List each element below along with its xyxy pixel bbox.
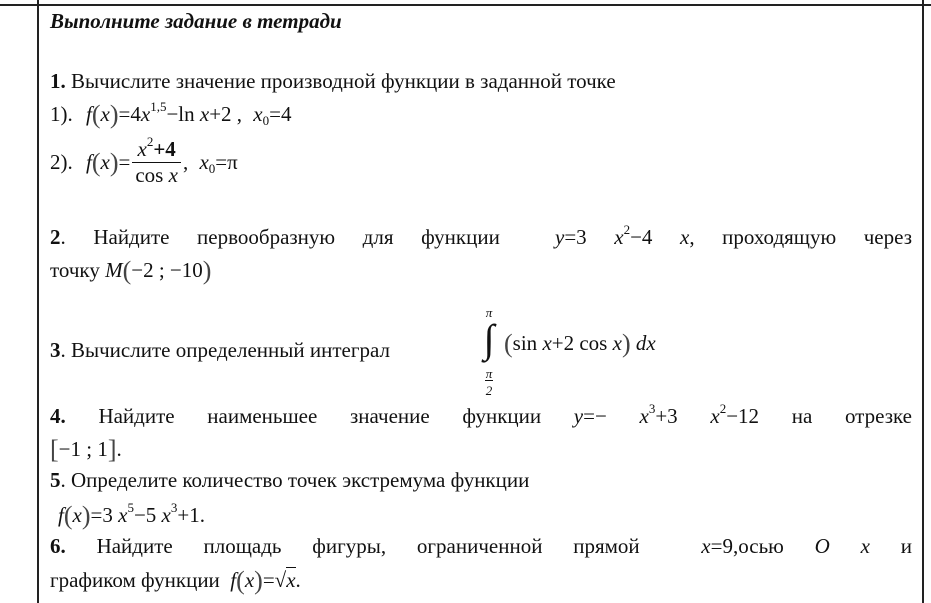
formula-tail: +2: [209, 102, 232, 126]
task-4-number: 4.: [50, 404, 66, 428]
sqrt-icon: √: [274, 568, 287, 592]
formula-x: x: [140, 102, 151, 126]
formula-eq: =: [118, 150, 131, 175]
fraction-numerator: $x^2+4$: [132, 137, 181, 163]
point-name: M: [105, 258, 123, 282]
integral-lower-num: π: [485, 365, 493, 381]
task-3-number: 3: [50, 338, 61, 362]
task-5-text: . Определите количество точек экстремума функции: [60, 468, 530, 492]
task-5-formula: f(x)=3 $x^5-5$ $x^3+1$.: [58, 500, 205, 530]
interval: −1 ; 1: [58, 437, 108, 461]
formula-comma: ,: [236, 102, 243, 126]
task-4-line-2: [−1 ; 1].: [50, 435, 122, 464]
fraction-denominator: cos x: [135, 163, 178, 188]
formula-x0-value: =4: [269, 102, 292, 126]
table-border-right: [922, 0, 924, 603]
formula-eq: =4: [118, 102, 141, 126]
page-title: Выполните задание в тетради: [50, 9, 342, 33]
formula-x: x: [199, 102, 210, 126]
task-1-text: Вычислите значение производной функции в заданной точке: [71, 69, 616, 93]
integrand: (sin x+2 cos x) dx: [504, 329, 656, 358]
task-1-number: 1.: [50, 69, 66, 93]
formula-x: x: [100, 150, 110, 175]
point-coordinates: −2 ; −10: [131, 258, 203, 282]
task-6-line-2: графиком функции f(x)=√x.: [50, 566, 301, 595]
integral-sign: π ∫ π 2: [474, 305, 504, 397]
sqrt-argument: x: [286, 568, 296, 592]
task-6-number: 6.: [50, 534, 66, 558]
task-5-heading: [50, 468, 529, 493]
formula-ln: −ln: [166, 102, 195, 126]
formula-x0-sub: 0: [262, 113, 270, 128]
task-2-line-2: точку M(−2 ; −10): [50, 256, 212, 285]
task-6-text: Найдите площадь фигуры, ограниченной прямой: [96, 534, 640, 558]
formula-x0: x: [253, 102, 263, 126]
formula-fraction: [132, 134, 181, 188]
task-6-line-1: 6. Найдите площадь фигуры, ограниченной прямой x=9,осью O x и: [50, 534, 912, 558]
formula-exponent: 1,5: [150, 99, 167, 114]
formula-f: f: [86, 150, 92, 175]
table-border-top: [0, 4, 931, 6]
task-1-sub-2: 2). f(x)= $\frac{x^2+4}{\text{cos x}}$ , $x_0=\pi$: [50, 134, 238, 188]
formula-x: x: [100, 102, 110, 126]
formula-x0: x: [199, 150, 209, 175]
task-1-heading: [50, 69, 616, 94]
integral-upper-limit: π: [485, 305, 493, 320]
task-3-text: . Вычислите определенный интеграл: [60, 338, 390, 362]
task-2-number: 2: [50, 225, 61, 249]
task-1-sub-2-label: 2).: [50, 150, 73, 175]
task-4-line-1: 4. Найдите наименьшее значение функции $y=- x^3+3$ $x^2-12$ на отрезке: [50, 401, 912, 428]
task-2-text: . Найдите первообразную для функции: [60, 225, 500, 249]
task-3-heading: [50, 338, 390, 363]
table-border-left: [37, 0, 39, 603]
task-2-line-1: 2. Найдите первообразную для функции y=3 $x^2-4$ x, проходящую через: [50, 222, 912, 249]
task-4-text: Найдите наименьшее значение функции: [98, 404, 542, 428]
task-1-sub-1: 1). $f(x)=4x^{1,5}-\ln$ x+2 , $x_0=4$: [50, 99, 292, 129]
formula-x0-value: =π: [215, 150, 238, 175]
task-1-sub-1-label: 1).: [50, 102, 73, 126]
formula-f: f: [86, 102, 92, 126]
integral-lower-den: 2: [485, 382, 493, 398]
formula-comma: ,: [182, 150, 189, 175]
task-5-number: 5: [50, 468, 61, 492]
formula-x0-sub: 0: [208, 161, 216, 177]
